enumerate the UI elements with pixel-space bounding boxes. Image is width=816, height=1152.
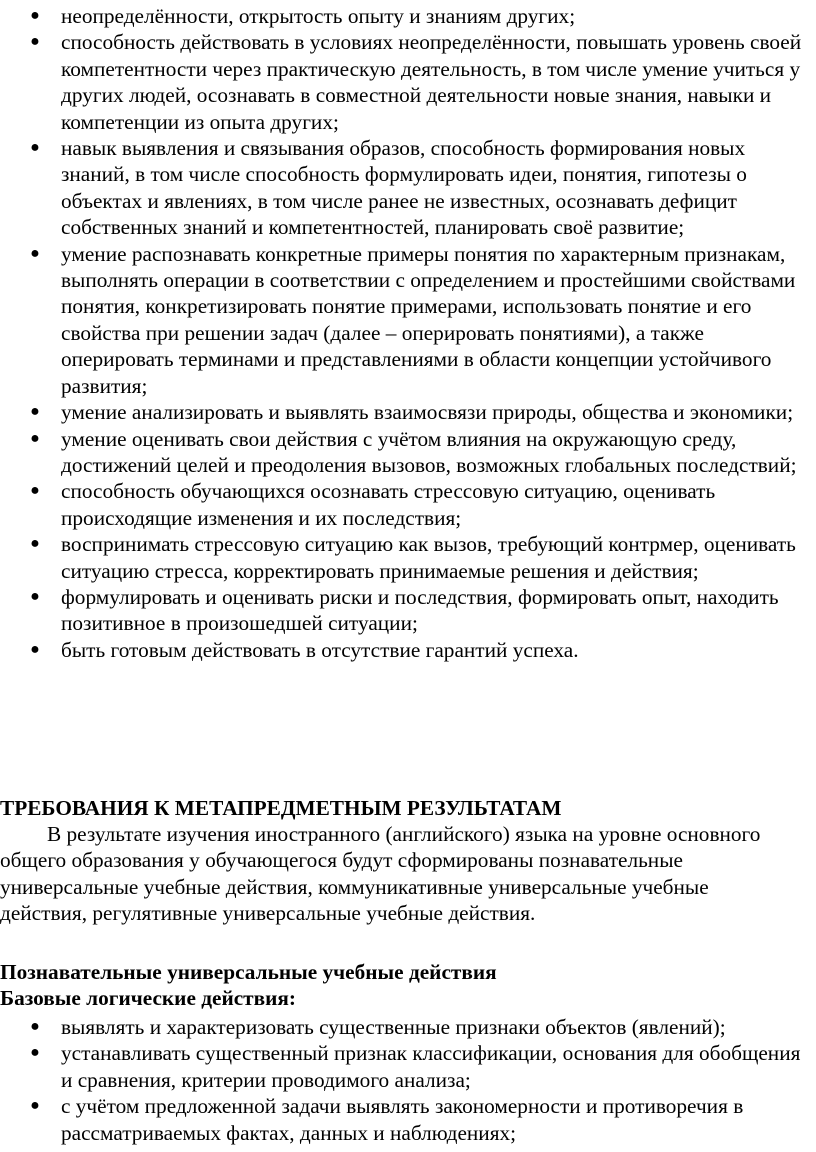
list-item xyxy=(0,29,816,135)
list-item-text: воспринимать стрессовую ситуацию как вызов, требующий контрмер, оценивать ситуацию стресса, корректировать принимаемые решения и действия; xyxy=(61,532,796,583)
bullet-icon: ● xyxy=(30,1097,40,1115)
section-heading: ТРЕБОВАНИЯ К МЕТАПРЕДМЕТНЫМ РЕЗУЛЬТАТАМ xyxy=(0,796,562,820)
list-item xyxy=(0,241,816,399)
list-item xyxy=(0,584,816,637)
bullet-icon: ● xyxy=(30,587,40,605)
list-item xyxy=(0,1014,816,1040)
bullet-list-personal-results xyxy=(0,3,816,663)
list-item-text: навык выявления и связывания образов, способность формирования новых знаний, в том числе способность формулировать идеи, понятия, гипотезы о объектах и явлениях, в том числе ранее не известных, осознавать дефицит собственных знаний и компетентностей, планировать своё развитие; xyxy=(61,136,747,240)
bullet-icon: ● xyxy=(30,535,40,553)
list-item-text: быть готовым действовать в отсутствие гарантий успеха. xyxy=(61,637,579,662)
bullet-list-logical-actions xyxy=(0,1014,816,1146)
list-item xyxy=(0,399,816,425)
list-item-text: умение распознавать конкретные примеры понятия по характерным признакам, выполнять операции в соответствии с определением и простейшими свойствами понятия, конкретизировать понятие примерами, использовать понятие и его свойства при решении задач (далее – оперировать понятиями), а также оперировать терминами и представлениями в области концепции устойчивого развития; xyxy=(61,241,796,398)
bullet-icon: ● xyxy=(30,482,40,500)
list-item-text: способность действовать в условиях неопределённости, повышать уровень своей компетентности через практическую деятельность, в том числе умение учиться у других людей, осознавать в совместной деятельности новые знания, навыки и компетенции из опыта других; xyxy=(61,30,802,134)
bullet-icon: ● xyxy=(30,403,40,421)
list-item-text: умение оценивать свои действия с учётом влияния на окружающую среду, достижений целей и преодоления вызовов, возможных глобальных последствий; xyxy=(61,426,797,477)
list-item-text: формулировать и оценивать риски и последствия, формировать опыт, находить позитивное в произошедшей ситуации; xyxy=(61,584,779,636)
list-item xyxy=(0,135,816,241)
list-item-text: выявлять и характеризовать существенные признаки объектов (явлений); xyxy=(61,1015,726,1039)
list-item xyxy=(0,426,816,479)
bullet-icon: ● xyxy=(30,7,40,24)
bullet-icon: ● xyxy=(30,139,40,157)
bullet-icon: ● xyxy=(30,33,40,51)
bullet-icon: ● xyxy=(30,429,40,447)
bullet-icon: ● xyxy=(30,1044,40,1062)
bullet-icon: ● xyxy=(30,244,40,262)
list-item-text: устанавливать существенный признак классификации, основания для обобщения и сравнения, критерии проводимого анализа; xyxy=(61,1041,801,1092)
list-item xyxy=(0,531,816,584)
subheading-logical-actions: Базовые логические действия: xyxy=(0,986,297,1010)
list-item xyxy=(0,1093,816,1146)
list-item-text: неопределённости, открытость опыту и знаниям других; xyxy=(61,4,576,28)
subheading-cognitive-actions: Познавательные универсальные учебные действия xyxy=(0,960,497,984)
list-item-text: с учётом предложенной задачи выявлять закономерности и противоречия в рассматриваемых фактах, данных и наблюдениях; xyxy=(61,1094,744,1145)
list-item xyxy=(0,637,816,663)
list-item xyxy=(0,3,816,29)
intro-paragraph: В результате изучения иностранного (английского) языка на уровне основного общего образования у обучающегося будут сформированы познавательные универсальные учебные действия, коммуникативные универсальные учебные действия, регулятивные универсальные учебные действия. xyxy=(0,822,761,926)
list-item xyxy=(0,1040,816,1093)
list-item-text: умение анализировать и выявлять взаимосвязи природы, общества и экономики; xyxy=(61,400,794,425)
bullet-icon: ● xyxy=(30,640,40,658)
list-item-text: способность обучающихся осознавать стрессовую ситуацию, оценивать происходящие изменения и их последствия; xyxy=(61,479,716,530)
bullet-icon: ● xyxy=(30,1018,40,1035)
list-item xyxy=(0,478,816,531)
